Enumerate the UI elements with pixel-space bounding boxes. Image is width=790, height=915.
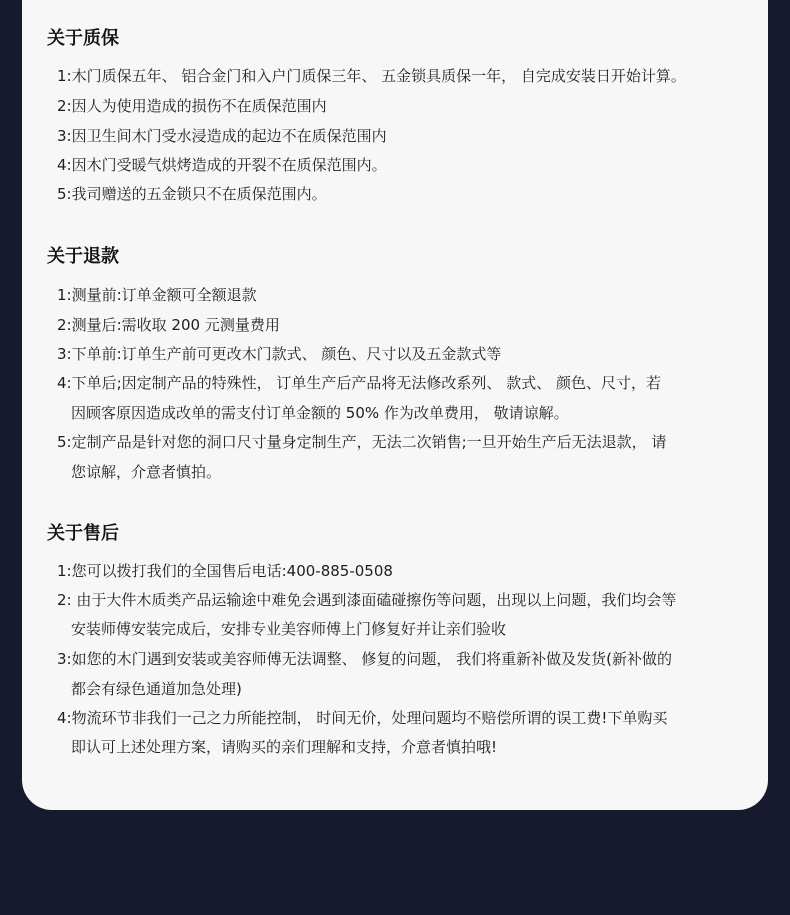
refund-item: 2:测量后:需收取 200 元测量费用: [57, 316, 280, 334]
refund-item: 1:测量前:订单金额可全额退款: [57, 286, 257, 304]
refund-item: 3:下单前:订单生产前可更改木门款式、 颜色、尺寸以及五金款式等: [57, 345, 502, 363]
refund-item: 5:定制产品是针对您的洞口尺寸量身定制生产，无法二次销售;一旦开始生产后无法退款， 请: [57, 433, 667, 451]
warranty-item: 3:因卫生间木门受水浸造成的起边不在质保范围内: [57, 127, 387, 145]
aftersale-title: 关于售后: [47, 523, 119, 544]
warranty-item: 2:因人为使用造成的损伤不在质保范围内: [57, 97, 327, 115]
warranty-item: 5:我司赠送的五金锁只不在质保范围内。: [57, 185, 327, 203]
warranty-item: 1:木门质保五年、 铝合金门和入户门质保三年、 五金锁具质保一年， 自完成安装日开始计算。: [57, 67, 686, 85]
aftersale-item: 2: 由于大件木质类产品运输途中难免会遇到漆面磕碰擦伤等问题，出现以上问题，我们均会等: [57, 591, 677, 609]
aftersale-item: 3:如您的木门遇到安装或美容师傅无法调整、 修复的问题， 我们将重新补做及发货(新补做的: [57, 650, 672, 668]
aftersale-item-continued: 都会有绿色通道加急处理): [71, 680, 242, 698]
aftersale-item-continued: 安装师傅安装完成后，安排专业美容师傅上门修复好并让亲们验收: [71, 620, 507, 638]
refund-item: 4:下单后;因定制产品的特殊性， 订单生产后产品将无法修改系列、 款式、 颜色、尺寸，若: [57, 374, 661, 392]
refund-item-continued: 您谅解，介意者慎拍。: [71, 463, 222, 481]
warranty-title: 关于质保: [47, 28, 119, 49]
refund-item-continued: 因顾客原因造成改单的需支付订单金额的 50% 作为改单费用， 敬请谅解。: [71, 404, 569, 422]
aftersale-item: 1:您可以拨打我们的全国售后电话:400-885-0508: [57, 562, 393, 580]
warranty-item: 4:因木门受暖气烘烤造成的开裂不在质保范围内。: [57, 156, 387, 174]
policy-card: [22, 0, 768, 810]
refund-title: 关于退款: [47, 246, 119, 267]
aftersale-item-continued: 即认可上述处理方案，请购买的亲们理解和支持，介意者慎拍哦!: [71, 738, 498, 756]
aftersale-item: 4:物流环节非我们一己之力所能控制， 时间无价，处理问题均不赔偿所谓的误工费!下单购买: [57, 709, 668, 727]
